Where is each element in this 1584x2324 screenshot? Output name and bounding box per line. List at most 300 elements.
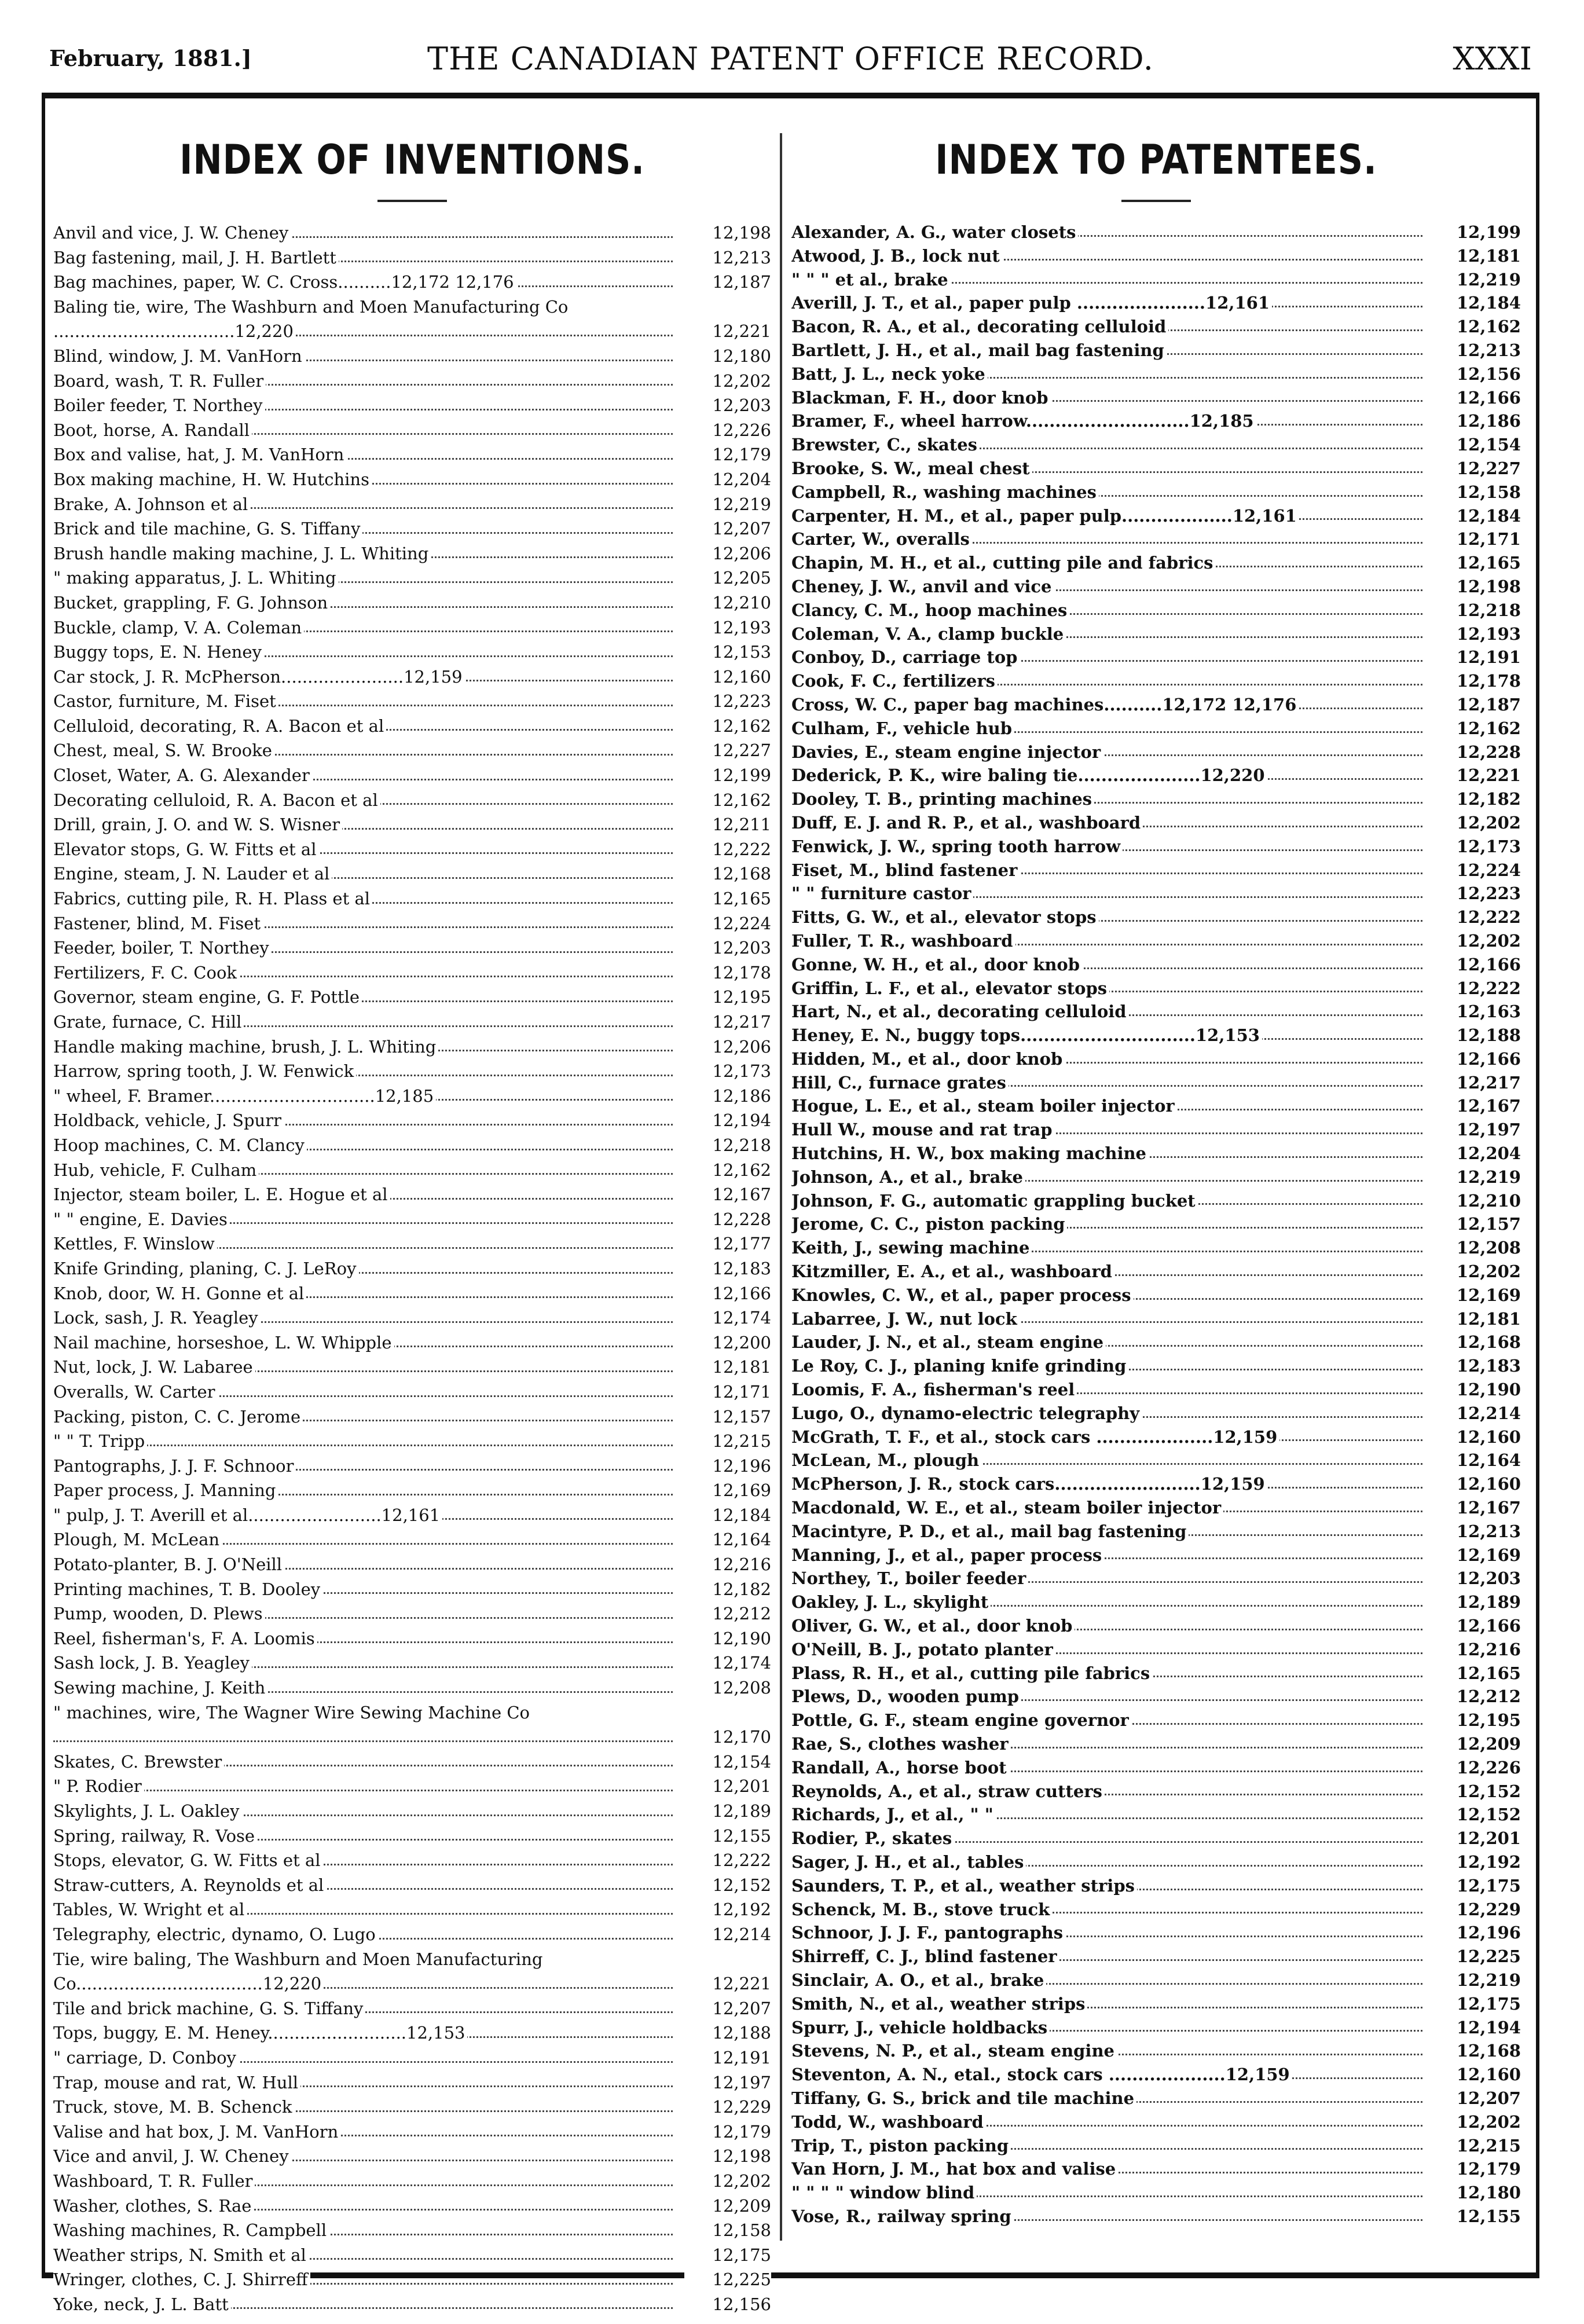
entry-text: Fitts, G. W., et al., elevator stops — [791, 907, 1099, 927]
index-entry — [53, 1700, 771, 1750]
entry-text: Governor, steam engine, G. F. Pottle — [53, 987, 362, 1007]
entry-text: Decorating celluloid, R. A. Bacon et al — [53, 790, 380, 810]
entry-text: " " " et al., brake — [791, 270, 951, 289]
patent-number: 12,196 — [684, 1454, 771, 1479]
entry-text: Griffin, L. F., et al., elevator stops — [791, 978, 1109, 998]
index-entry — [791, 1614, 1521, 1638]
entry-text: Buggy tops, E. N. Heney — [53, 642, 264, 662]
index-entry — [53, 295, 771, 344]
patent-number: 12,194 — [684, 1108, 771, 1133]
patent-number: 12,153 — [684, 640, 771, 665]
entry-text: Skylights, J. L. Oakley — [53, 1801, 242, 1821]
patent-number: 12,166 — [1434, 953, 1521, 977]
index-entry — [791, 1307, 1521, 1331]
patent-number: 12,195 — [1434, 1709, 1521, 1732]
patent-number: 12,197 — [1434, 1118, 1521, 1142]
index-entry — [791, 1212, 1521, 1236]
entry-text: Plass, R. H., et al., cutting pile fabrics — [791, 1663, 1152, 1683]
index-entry — [791, 1780, 1521, 1804]
entry-text: Hidden, M., et al., door knob — [791, 1049, 1065, 1069]
entry-text: Coleman, V. A., clamp buckle — [791, 624, 1066, 644]
entry-text: Hoop machines, C. M. Clancy — [53, 1135, 307, 1155]
patent-number: 12,209 — [684, 2194, 771, 2219]
entry-text: Vose, R., railway spring — [791, 2206, 1014, 2226]
index-entry — [53, 1059, 771, 1084]
entry-text: Stops, elevator, G. W. Fitts et al — [53, 1850, 323, 1870]
entry-text: Weather strips, N. Smith et al — [53, 2245, 309, 2265]
patent-number: 12,166 — [1434, 386, 1521, 410]
entry-text: " " engine, E. Davies — [53, 1209, 230, 1229]
patent-number: 12,219 — [1434, 1165, 1521, 1189]
patent-number: 12,227 — [1434, 457, 1521, 481]
entry-text: Randall, A., horse boot — [791, 1758, 1009, 1777]
index-entry — [53, 738, 771, 763]
patent-number: 12,225 — [684, 2267, 771, 2292]
index-entry — [53, 812, 771, 837]
index-entry — [791, 551, 1521, 575]
patent-number: 12,202 — [1434, 811, 1521, 835]
entry-text: Tops, buggy, E. M. Heney..........................12,153 — [53, 2023, 467, 2043]
patent-number: 12,219 — [684, 492, 771, 517]
entry-text: Elevator stops, G. W. Fitts et al — [53, 840, 319, 859]
patent-number: 12,218 — [684, 1133, 771, 1158]
index-entry — [791, 1827, 1521, 1850]
index-entry — [53, 492, 771, 517]
entry-text: Cross, W. C., paper bag machines..........12,172 12,176 — [791, 695, 1299, 714]
index-entry — [53, 1651, 771, 1676]
entry-text: Grate, furnace, C. Hill — [53, 1012, 244, 1032]
entry-text: Steventon, A. N., etal., stock cars ....................12,159 — [791, 2065, 1292, 2084]
entry-text: Packing, piston, C. C. Jerome — [53, 1407, 303, 1427]
patent-number: 12,212 — [684, 1601, 771, 1626]
index-entry — [53, 1405, 771, 1429]
patent-number: 12,182 — [684, 1577, 771, 1602]
patent-number: 12,157 — [1434, 1212, 1521, 1236]
index-entry — [53, 1799, 771, 1824]
index-entry — [53, 985, 771, 1010]
index-entry — [791, 1709, 1521, 1732]
patent-number: 12,197 — [684, 2070, 771, 2095]
entry-text: Lock, sash, J. R. Yeagley — [53, 1308, 261, 1328]
entry-text: Hill, C., furnace grates — [791, 1073, 1009, 1093]
patent-number: 12,180 — [684, 344, 771, 369]
index-entry — [791, 622, 1521, 646]
index-entry — [791, 599, 1521, 622]
entry-text: Pottle, G. F., steam engine governor — [791, 1710, 1131, 1730]
patent-number: 12,158 — [684, 2218, 771, 2243]
patent-number: 12,229 — [684, 2095, 771, 2120]
index-entry — [53, 1577, 771, 1602]
index-entry — [53, 2144, 771, 2169]
index-entry — [791, 1756, 1521, 1780]
entry-text: Anvil and vice, J. W. Cheney — [53, 223, 291, 243]
entry-text: Le Roy, C. J., planing knife grinding — [791, 1356, 1128, 1376]
patent-number: 12,155 — [1434, 2205, 1521, 2228]
patent-number: 12,173 — [684, 1059, 771, 1084]
patent-number: 12,226 — [684, 418, 771, 443]
patent-number: 12,164 — [1434, 1449, 1521, 1472]
patent-number: 12,175 — [1434, 1874, 1521, 1898]
patent-number: 12,156 — [1434, 362, 1521, 386]
patent-number: 12,222 — [684, 837, 771, 862]
index-entry — [53, 1084, 771, 1109]
patent-number: 12,175 — [684, 2243, 771, 2268]
index-entry — [791, 268, 1521, 292]
patent-number: 12,160 — [1434, 2063, 1521, 2087]
patent-number: 12,169 — [1434, 1284, 1521, 1307]
index-entry — [791, 1165, 1521, 1189]
entry-text: Spurr, J., vehicle holdbacks — [791, 2018, 1050, 2037]
entry-text: Printing machines, T. B. Dooley — [53, 1579, 322, 1599]
index-entry — [791, 1496, 1521, 1520]
patent-number: 12,156 — [684, 2292, 771, 2317]
index-entry — [53, 862, 771, 886]
index-entry — [53, 763, 771, 788]
index-entry — [53, 2070, 771, 2095]
patent-number: 12,178 — [1434, 669, 1521, 693]
index-entry — [791, 693, 1521, 717]
entry-text: Manning, J., et al., paper process — [791, 1545, 1104, 1565]
entry-text: Sash lock, J. B. Yeagley — [53, 1653, 252, 1673]
patent-number: 12,181 — [684, 1355, 771, 1380]
index-entry — [791, 1330, 1521, 1354]
index-entry — [53, 369, 771, 394]
entry-text: Tables, W. Wright et al — [53, 1900, 247, 1919]
index-entry — [53, 541, 771, 566]
patent-number: 12,170 — [684, 1725, 771, 1750]
index-entry — [791, 481, 1521, 504]
index-entry — [791, 244, 1521, 268]
entry-text: Pump, wooden, D. Plews — [53, 1604, 265, 1623]
patent-number: 12,169 — [684, 1478, 771, 1503]
entry-text: " " " " window blind — [791, 2183, 977, 2202]
index-entry — [53, 442, 771, 467]
index-entry — [791, 2157, 1521, 2181]
entry-text: Harrow, spring tooth, J. W. Fenwick — [53, 1061, 356, 1081]
index-entry — [791, 1024, 1521, 1047]
entry-text: Gonne, W. H., et al., door knob — [791, 955, 1082, 974]
index-entry — [53, 2169, 771, 2194]
index-entry — [53, 467, 771, 492]
entry-text: Richards, J., et al., " " — [791, 1805, 996, 1824]
index-entry — [791, 1142, 1521, 1165]
heading-rule — [377, 200, 447, 202]
page-number: XXXI — [1453, 41, 1532, 77]
patent-number: 12,155 — [684, 1824, 771, 1849]
patent-number: 12,202 — [684, 2169, 771, 2194]
entry-text: Heney, E. N., buggy tops..............................12,153 — [791, 1025, 1262, 1045]
patent-number: 12,157 — [684, 1405, 771, 1429]
entry-text: " wheel, F. Bramer...............................12,185 — [53, 1086, 436, 1106]
patent-number: 12,160 — [1434, 1425, 1521, 1449]
entry-text: Davies, E., steam engine injector — [791, 742, 1103, 762]
index-entry — [791, 1567, 1521, 1590]
patent-number: 12,213 — [1434, 1520, 1521, 1544]
index-entry — [791, 1189, 1521, 1213]
patent-number: 12,162 — [684, 1158, 771, 1183]
entry-text: Fertilizers, F. C. Cook — [53, 963, 239, 983]
entry-text: Conboy, D., carriage top — [791, 647, 1020, 667]
index-entry — [791, 1094, 1521, 1118]
patent-number: 12,162 — [1434, 315, 1521, 339]
patent-number: 12,191 — [684, 2046, 771, 2070]
patent-number: 12,181 — [1434, 244, 1521, 268]
patent-number: 12,223 — [1434, 882, 1521, 906]
patent-number: 12,154 — [1434, 433, 1521, 457]
index-entry — [53, 2194, 771, 2219]
index-entry — [791, 291, 1521, 315]
entry-text: Batt, J. L., neck yoke — [791, 364, 988, 384]
index-entry — [791, 953, 1521, 977]
entry-text: Skates, C. Brewster — [53, 1752, 224, 1772]
patent-number: 12,198 — [684, 2144, 771, 2169]
patent-number: 12,213 — [1434, 339, 1521, 362]
patent-number: 12,166 — [1434, 1614, 1521, 1638]
patent-number: 12,169 — [1434, 1544, 1521, 1567]
entry-text: Fiset, M., blind fastener — [791, 860, 1020, 880]
patent-number: 12,205 — [684, 566, 771, 591]
entry-text: Boot, horse, A. Randall — [53, 420, 252, 440]
patent-number: 12,208 — [684, 1676, 771, 1700]
patent-number: 12,171 — [1434, 527, 1521, 551]
index-entry — [791, 646, 1521, 669]
patent-number: 12,213 — [684, 245, 771, 270]
patent-number: 12,214 — [1434, 1402, 1521, 1425]
entry-text: Fastener, blind, M. Fiset — [53, 914, 263, 933]
index-entry — [791, 339, 1521, 362]
entry-text: Holdback, vehicle, J. Spurr — [53, 1110, 284, 1130]
index-entry — [53, 1306, 771, 1330]
patent-number: 12,223 — [684, 689, 771, 714]
patent-number: 12,152 — [1434, 1780, 1521, 1804]
patent-number: 12,193 — [1434, 622, 1521, 646]
patent-number: 12,202 — [1434, 2110, 1521, 2134]
index-entry — [791, 527, 1521, 551]
index-entry — [53, 1824, 771, 1849]
patent-number: 12,183 — [684, 1256, 771, 1281]
patent-number: 12,182 — [1434, 787, 1521, 811]
index-entry — [53, 516, 771, 541]
patent-number: 12,184 — [1434, 504, 1521, 528]
issue-date: February, 1881.] — [49, 45, 252, 71]
patent-number: 12,217 — [684, 1010, 771, 1035]
index-entry — [53, 418, 771, 443]
patentees-heading: INDEX TO PATENTEES. — [935, 136, 1377, 184]
patent-number: 12,224 — [1434, 859, 1521, 882]
entry-text: Trip, T., piston packing — [791, 2136, 1011, 2156]
entry-text: Stevens, N. P., et al., steam engine — [791, 2041, 1117, 2061]
entry-text: Brake, A. Johnson et al — [53, 494, 250, 514]
index-entry — [791, 2205, 1521, 2228]
entry-text: Boiler feeder, T. Northey — [53, 395, 265, 415]
entry-text: Telegraphy, electric, dynamo, O. Lugo — [53, 1925, 378, 1944]
index-entry — [53, 1330, 771, 1355]
entry-text: " pulp, J. T. Averill et al.........................12,161 — [53, 1505, 442, 1525]
index-entry — [791, 221, 1521, 244]
entry-text: Oakley, J. L., skylight — [791, 1592, 991, 1612]
entry-text: Nail machine, horseshoe, L. W. Whipple — [53, 1333, 394, 1352]
index-entry — [53, 2218, 771, 2243]
patent-number: 12,175 — [1434, 1992, 1521, 2016]
entry-text: Car stock, J. R. McPherson.......................12,159 — [53, 667, 465, 687]
patent-number: 12,162 — [1434, 717, 1521, 741]
entry-text: Loomis, F. A., fisherman's reel — [791, 1380, 1077, 1399]
entry-text: Schenck, M. B., stove truck — [791, 1900, 1052, 1919]
index-entry — [53, 1454, 771, 1479]
patent-number: 12,200 — [684, 1330, 771, 1355]
entry-text: Rodier, P., skates — [791, 1828, 954, 1848]
index-entry — [53, 1873, 771, 1898]
patent-number: 12,158 — [1434, 481, 1521, 504]
index-entry — [53, 1478, 771, 1503]
entry-text: Pantographs, J. J. F. Schnoor — [53, 1456, 296, 1476]
patent-number: 12,181 — [1434, 1307, 1521, 1331]
entry-text: Injector, steam boiler, L. E. Hogue et al — [53, 1185, 390, 1204]
index-entry — [53, 1108, 771, 1133]
entry-text: Jerome, C. C., piston packing — [791, 1214, 1067, 1234]
index-entry — [791, 764, 1521, 787]
patentees-column — [791, 136, 1521, 2228]
entry-text: Todd, W., washboard — [791, 2112, 986, 2132]
index-entry — [53, 1182, 771, 1207]
entry-text: " P. Rodier — [53, 1776, 144, 1796]
entry-text: Johnson, A., et al., brake — [791, 1167, 1025, 1187]
entry-text: Hub, vehicle, F. Culham — [53, 1160, 259, 1180]
patent-number: 12,222 — [1434, 977, 1521, 1000]
patent-number: 12,212 — [1434, 1685, 1521, 1709]
patent-number: 12,208 — [1434, 1236, 1521, 1260]
entry-text: Sinclair, A. O., et al., brake — [791, 1970, 1046, 1990]
index-entry — [53, 961, 771, 985]
patent-number: 12,207 — [684, 1996, 771, 2021]
index-entry — [791, 1898, 1521, 1922]
index-entry — [53, 2120, 771, 2145]
entry-text: Brewster, C., skates — [791, 435, 980, 454]
patent-number: 12,186 — [684, 1084, 771, 1109]
entry-text: Trap, mouse and rat, W. Hull — [53, 2073, 300, 2092]
index-entry — [791, 835, 1521, 859]
patent-number: 12,183 — [1434, 1354, 1521, 1378]
entry-text: Tie, wire baling, The Washburn and Moen Manufacturing Co...................................12,220 — [53, 1949, 543, 1994]
entry-text: Tile and brick machine, G. S. Tiffany — [53, 1999, 365, 2018]
entry-text: " " furniture castor — [791, 884, 973, 903]
entry-text: Blind, window, J. M. VanHorn — [53, 346, 305, 366]
patent-number: 12,163 — [1434, 1000, 1521, 1024]
index-entry — [53, 2292, 771, 2317]
patent-number: 12,198 — [1434, 575, 1521, 599]
entry-text: McLean, M., plough — [791, 1450, 981, 1470]
index-entry — [53, 393, 771, 418]
entry-text: Shirreff, C. J., blind fastener — [791, 1947, 1059, 1966]
index-entry — [53, 1133, 771, 1158]
entry-text: Knowles, C. W., et al., paper process — [791, 1285, 1134, 1305]
patent-number: 12,168 — [684, 862, 771, 886]
entry-text: Washboard, T. R. Fuller — [53, 2171, 255, 2191]
patent-number: 12,187 — [1434, 693, 1521, 717]
patent-number: 12,199 — [1434, 221, 1521, 244]
entry-text: Washer, clothes, S. Rae — [53, 2196, 254, 2216]
patent-number: 12,210 — [1434, 1189, 1521, 1213]
entry-text: Bartlett, J. H., et al., mail bag fastening — [791, 340, 1167, 360]
entry-text: Hogue, L. E., et al., steam boiler injector — [791, 1096, 1177, 1116]
patent-number: 12,225 — [1434, 1945, 1521, 1969]
index-entry — [791, 1969, 1521, 1992]
entry-text: Dederick, P. K., wire baling tie.....................12,220 — [791, 765, 1267, 785]
patent-number: 12,221 — [684, 319, 771, 344]
index-entry — [53, 270, 771, 295]
patent-number: 12,152 — [684, 1873, 771, 1898]
index-entry — [53, 344, 771, 369]
index-entry — [791, 504, 1521, 528]
patent-number: 12,177 — [684, 1231, 771, 1256]
index-entry — [791, 1354, 1521, 1378]
patent-number: 12,167 — [1434, 1496, 1521, 1520]
entry-text: Bag fastening, mail, J. H. Bartlett — [53, 248, 339, 267]
index-entry — [53, 2243, 771, 2268]
patent-number: 12,192 — [1434, 1850, 1521, 1874]
patent-number: 12,165 — [1434, 551, 1521, 575]
index-entry — [53, 1626, 771, 1651]
patent-number: 12,202 — [1434, 1260, 1521, 1284]
patent-number: 12,187 — [684, 270, 771, 295]
entry-text: Fuller, T. R., washboard — [791, 931, 1015, 951]
patent-number: 12,190 — [684, 1626, 771, 1651]
patent-number: 12,204 — [1434, 1142, 1521, 1165]
patent-number: 12,189 — [1434, 1590, 1521, 1614]
patent-number: 12,204 — [684, 467, 771, 492]
index-entry — [791, 1425, 1521, 1449]
entry-text: Kettles, F. Winslow — [53, 1234, 217, 1253]
index-entry — [791, 1284, 1521, 1307]
index-entry — [791, 1662, 1521, 1685]
index-entry — [791, 1118, 1521, 1142]
index-entry — [791, 906, 1521, 929]
entry-text: Labarree, J. W., nut lock — [791, 1309, 1020, 1329]
index-entry — [791, 1047, 1521, 1071]
entry-text: Bucket, grappling, F. G. Johnson — [53, 593, 330, 613]
patent-number: 12,178 — [684, 961, 771, 985]
entry-text: Sager, J. H., et al., tables — [791, 1852, 1026, 1872]
index-entry — [53, 1527, 771, 1552]
patent-number: 12,171 — [684, 1380, 771, 1405]
entry-text: Buckle, clamp, V. A. Coleman — [53, 618, 304, 637]
entry-text: Drill, grain, J. O. and W. S. Wisner — [53, 815, 342, 834]
patent-number: 12,207 — [1434, 2087, 1521, 2110]
index-entry — [791, 575, 1521, 599]
entry-text: Spring, railway, R. Vose — [53, 1826, 257, 1846]
index-entry — [791, 2039, 1521, 2063]
patent-number: 12,193 — [684, 615, 771, 640]
entry-text: Brick and tile machine, G. S. Tiffany — [53, 519, 362, 538]
patent-number: 12,211 — [684, 812, 771, 837]
entry-text: Macintyre, P. D., et al., mail bag fastening — [791, 1522, 1189, 1541]
index-entry — [791, 929, 1521, 953]
entry-text: Macdonald, W. E., et al., steam boiler injector — [791, 1498, 1223, 1517]
index-entry — [53, 1035, 771, 1060]
index-entry — [791, 1921, 1521, 1945]
index-entry — [791, 1449, 1521, 1472]
inventions-list — [53, 221, 771, 2316]
patent-number: 12,179 — [1434, 2157, 1521, 2181]
patent-number: 12,166 — [684, 1281, 771, 1306]
entry-text: Washing machines, R. Campbell — [53, 2220, 329, 2240]
entry-text: Plews, D., wooden pump — [791, 1687, 1021, 1706]
patent-number: 12,207 — [684, 516, 771, 541]
patent-number: 12,222 — [1434, 906, 1521, 929]
entry-text: Alexander, A. G., water closets — [791, 222, 1078, 242]
entry-text: Carpenter, H. M., et al., paper pulp...................12,161 — [791, 506, 1299, 526]
index-entry — [791, 1260, 1521, 1284]
